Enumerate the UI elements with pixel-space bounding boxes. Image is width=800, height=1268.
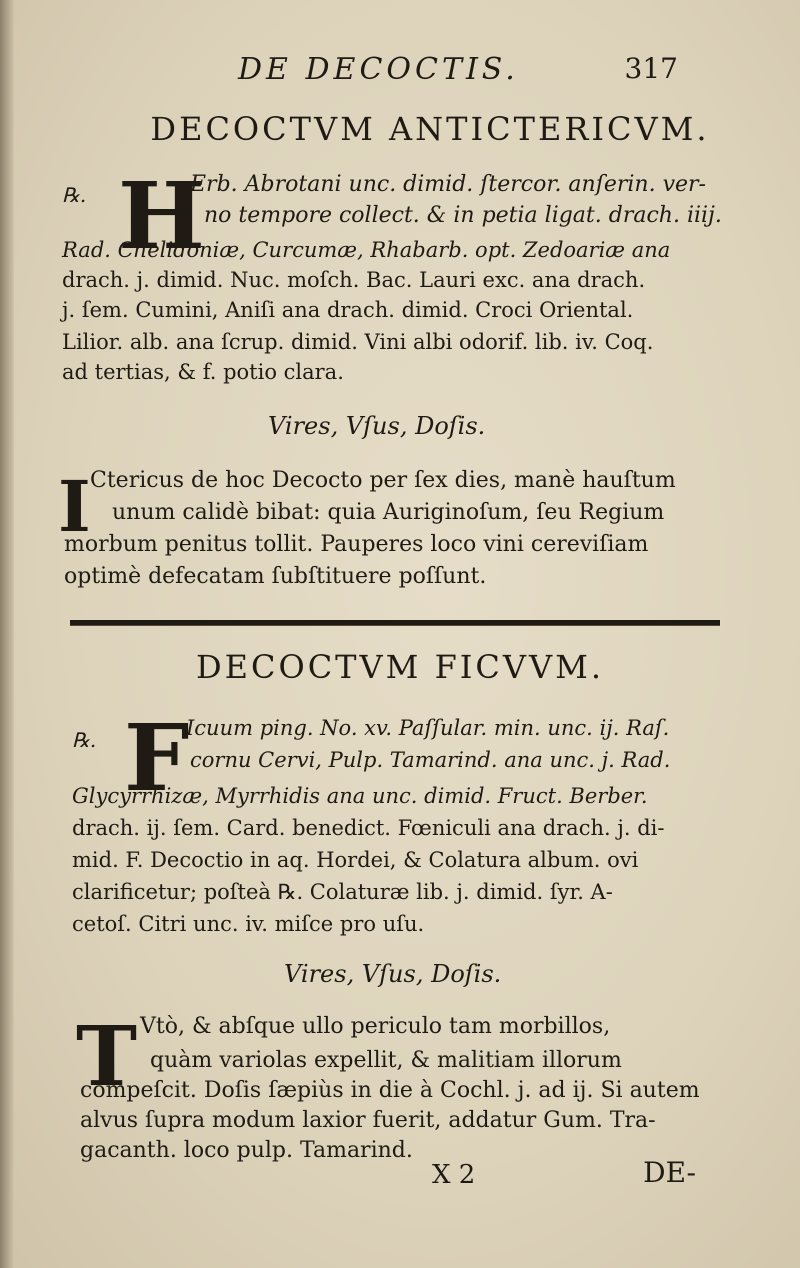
paragraph-line: Vtò, & abſque ullo periculo tam morbillos, bbox=[140, 1014, 611, 1039]
drop-cap: I bbox=[58, 465, 91, 548]
recipe-line: j. ſem. Cumini, Aniſi ana drach. dimid. Croci Oriental. bbox=[62, 298, 634, 322]
section-title-decoctum-antictericum: DECOCTVM ANTICTERICVM. bbox=[150, 110, 710, 148]
recipe-line: clarificetur; poſteà ℞. Colaturæ lib. j. dimid. ſyr. A- bbox=[72, 880, 613, 904]
page-gutter bbox=[0, 0, 14, 1268]
subheading-vires-usus-dosis: Vires, Vſus, Doſis. bbox=[284, 960, 502, 988]
running-head bbox=[238, 52, 678, 92]
paragraph-line: gacanth. loco pulp. Tamarind. bbox=[80, 1138, 413, 1163]
recipe-line: Icuum ping. No. xv. Paſſular. min. unc. ij. Raſ. bbox=[186, 716, 670, 740]
recipe-symbol: ℞. bbox=[72, 728, 97, 752]
recipe-line: ad tertias, & f. potio clara. bbox=[62, 360, 344, 384]
recipe-line: drach. ij. ſem. Card. benedict. Fœniculi ana drach. j. di- bbox=[72, 816, 665, 840]
paragraph-line: quàm variolas expellit, & malitiam illorum bbox=[150, 1048, 622, 1073]
recipe-line: mid. F. Decoctio in aq. Hordei, & Colatura album. ovi bbox=[72, 848, 639, 872]
paragraph-line: optimè defecatam ſubſtituere poſſunt. bbox=[64, 564, 487, 589]
recipe-line: Erb. Abrotani unc. dimid. ſtercor. anſerin. ver- bbox=[190, 172, 706, 197]
paragraph-line: morbum penitus tollit. Pauperes loco vini cereviſiam bbox=[64, 532, 649, 557]
recipe-line: Lilior. alb. ana ſcrup. dimid. Vini albi odorif. lib. iv. Coq. bbox=[62, 330, 654, 354]
signature-mark: X 2 bbox=[432, 1160, 476, 1190]
running-head-title: DE DECOCTIS. bbox=[238, 52, 519, 87]
recipe-symbol: ℞. bbox=[62, 183, 87, 207]
section-title-decoctum-ficuum: DECOCTVM FICVVM. bbox=[195, 648, 605, 686]
section-divider-rule bbox=[70, 620, 720, 626]
recipe-line: cetoſ. Citri unc. iv. miſce pro uſu. bbox=[72, 912, 425, 936]
catchword: DE- bbox=[643, 1156, 696, 1189]
recipe-line: Glycyrrhizæ, Myrrhidis ana unc. dimid. Fruct. Berber. bbox=[72, 784, 648, 808]
drop-cap: T bbox=[76, 1009, 138, 1105]
drop-cap: H bbox=[118, 162, 205, 270]
page-number: 317 bbox=[624, 52, 678, 85]
recipe-line: no tempore collect. & in petia ligat. drach. iiij. bbox=[204, 203, 722, 228]
subheading-vires-usus-dosis: Vires, Vſus, Doſis. bbox=[268, 412, 486, 440]
recipe-line: Rad. Chelidoniæ, Curcumæ, Rhabarb. opt. Zedoariæ ana bbox=[62, 238, 671, 262]
paragraph-line: alvus ſupra modum laxior fuerit, addatur Gum. Tra- bbox=[80, 1108, 656, 1133]
drop-cap: F bbox=[124, 704, 190, 812]
paragraph-line: unum calidè bibat: quia Auriginoſum, ſeu Regium bbox=[112, 500, 665, 525]
paragraph-line: Ctericus de hoc Decocto per ſex dies, manè hauſtum bbox=[90, 468, 676, 493]
paragraph-line: compeſcit. Doſis ſæpiùs in die à Cochl. j. ad ij. Si autem bbox=[80, 1078, 700, 1103]
recipe-line: drach. j. dimid. Nuc. moſch. Bac. Lauri exc. ana drach. bbox=[62, 268, 646, 292]
recipe-line: cornu Cervi, Pulp. Tamarind. ana unc. j. Rad. bbox=[190, 748, 671, 772]
